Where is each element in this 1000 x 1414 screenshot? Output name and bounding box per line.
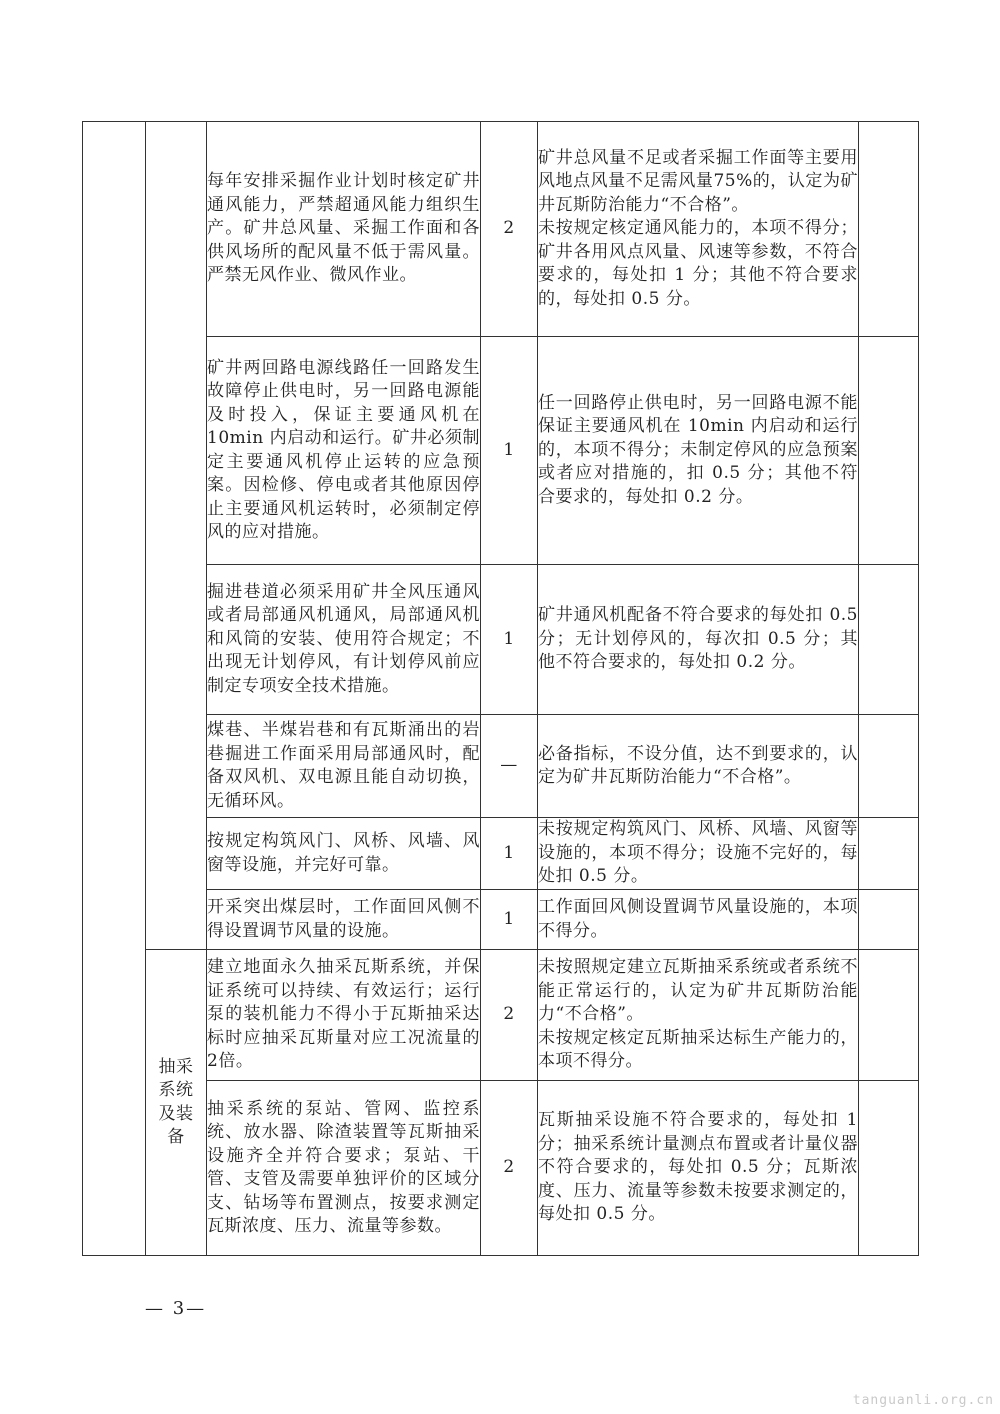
subcategory-cell [146,122,207,950]
remark-cell [859,890,919,950]
criteria-cell: 必备指标，不设分值，达不到要求的，认定为矿井瓦斯防治能力“不合格”。 [538,715,859,818]
category-cell [146,950,207,1256]
table-row [83,565,919,715]
outer-category-cell [83,122,146,1256]
criteria-cell: 矿井通风机配备不符合要求的每处扣 0.5 分；无计划停风的，每次扣 0.5 分；其他不符合要求的，每处扣 0.2 分。 [538,565,859,715]
score-cell: 1 [481,818,538,890]
remark-cell [859,1081,919,1256]
remark-cell [859,715,919,818]
criteria-cell: 瓦斯抽采设施不符合要求的，每处扣 1 分；抽采系统计量测点布置或者计量仪器不符合要求的，每处扣 0.5 分；瓦斯浓度、压力、流量等参数未按要求测定的，每处扣 0.5 分。 [538,1081,859,1256]
evaluation-table [82,121,919,1256]
remark-cell [859,818,919,890]
criteria-cell: 工作面回风侧设置调节风量设施的，本项不得分。 [538,890,859,950]
remark-cell [859,950,919,1081]
requirement-cell: 每年安排采掘作业计划时核定矿井通风能力，严禁超通风能力组织生产。矿井总风量、采掘工作面和各供风场所的配风量不低于需风量。严禁无风作业、微风作业。 [207,122,481,337]
score-cell: 1 [481,890,538,950]
score-cell: 2 [481,950,538,1081]
table-row [83,122,919,337]
score-cell: 2 [481,1081,538,1256]
page-number: — 3— [145,1298,207,1319]
remark-cell [859,122,919,337]
remark-cell [859,565,919,715]
requirement-cell: 抽采系统的泵站、管网、监控系统、放水器、除渣装置等瓦斯抽采设施齐全并符合要求；泵站、干管、支管及需要单独评价的区域分支、钻场等布置测点，按要求测定瓦斯浓度、压力、流量等参数。 [207,1081,481,1256]
remark-cell [859,337,919,565]
score-cell: 1 [481,565,538,715]
requirement-cell: 煤巷、半煤岩巷和有瓦斯涌出的岩巷掘进工作面采用局部通风时，配备双风机、双电源且能自动切换，无循环风。 [207,715,481,818]
table-row [83,818,919,890]
table-row [83,1081,919,1256]
requirement-cell: 按规定构筑风门、风桥、风墙、风窗等设施，并完好可靠。 [207,818,481,890]
table-row [83,950,919,1081]
requirement-cell: 掘进巷道必须采用矿井全风压通风或者局部通风机通风，局部通风机和风筒的安装、使用符合规定；不出现无计划停风，有计划停风前应制定专项安全技术措施。 [207,565,481,715]
table-row [83,890,919,950]
criteria-cell: 矿井总风量不足或者采掘工作面等主要用风地点风量不足需风量75%的，认定为矿井瓦斯防治能力“不合格”。 未按规定核定通风能力的，本项不得分；矿井各用风点风量、风速等参数，不符合要求的，每处扣 1 分；其他不符合要求的，每处扣 0.5 分。 [538,122,859,337]
criteria-cell: 未按规定构筑风门、风桥、风墙、风窗等设施的，本项不得分；设施不完好的，每处扣 0.5 分。 [538,818,859,890]
requirement-cell: 矿井两回路电源线路任一回路发生故障停止供电时，另一回路电源能及时投入，保证主要通风机在 10min 内启动和运行。矿井必须制定主要通风机停止运转的应急预案。因检修、停电或者其他原因停止主要通风机运转时，必须制定停风的应对措施。 [207,337,481,565]
table-row [83,715,919,818]
requirement-cell: 开采突出煤层时，工作面回风侧不得设置调节风量的设施。 [207,890,481,950]
score-cell: — [481,715,538,818]
table-row [83,337,919,565]
category-label: 抽采系统及装备 [158,1056,194,1147]
requirement-cell: 建立地面永久抽采瓦斯系统，并保证系统可以持续、有效运行；运行泵的装机能力不得小于瓦斯抽采达标时应抽采瓦斯量对应工况流量的2倍。 [207,950,481,1081]
criteria-cell: 未按照规定建立瓦斯抽采系统或者系统不能正常运行的，认定为矿井瓦斯防治能力“不合格”。 未按规定核定瓦斯抽采达标生产能力的，本项不得分。 [538,950,859,1081]
criteria-cell: 任一回路停止供电时，另一回路电源不能保证主要通风机在 10min 内启动和运行的，本项不得分；未制定停风的应急预案或者应对措施的，扣 0.5 分；其他不符合要求的，每处扣 0.2 分。 [538,337,859,565]
watermark-text: tanguanli.org.cn [852,1393,994,1408]
score-cell: 2 [481,122,538,337]
score-cell: 1 [481,337,538,565]
